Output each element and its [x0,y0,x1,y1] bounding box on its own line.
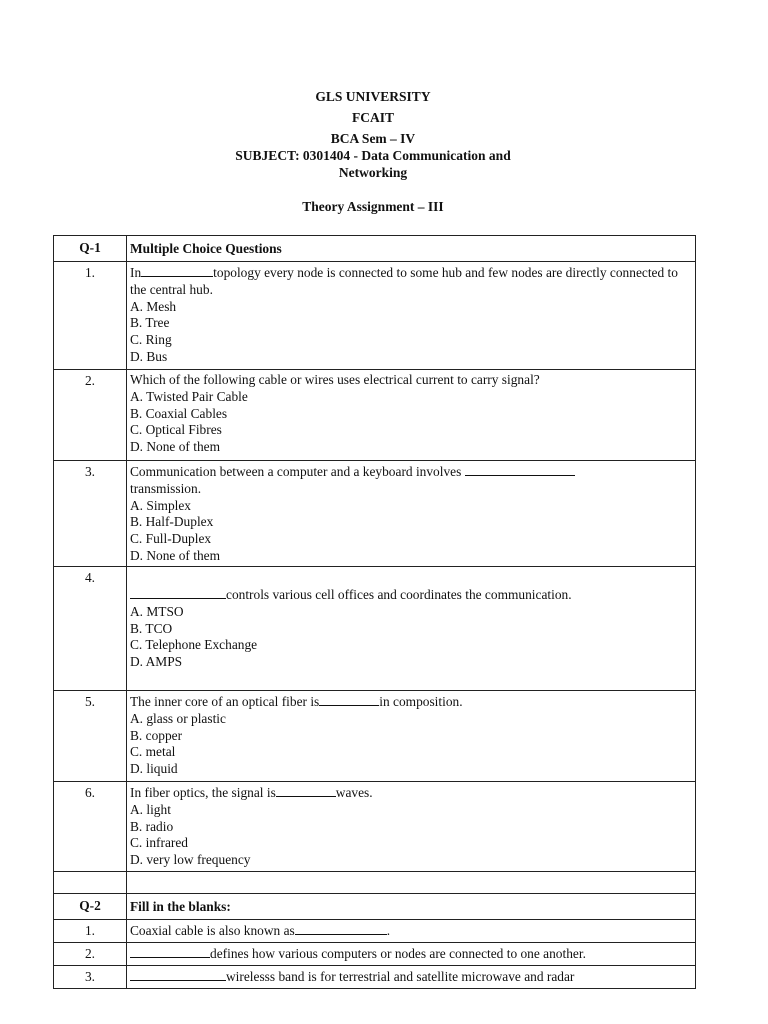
table-row [54,782,696,872]
subject-line-2: Networking [338,165,408,180]
question-text: Communication between a computer and a keyboard involves transmission. [130,464,575,496]
option: A. MTSO [130,603,184,619]
answer-blank [276,784,336,797]
section-header-q1 [54,236,696,262]
table-row [54,943,696,966]
assignment-title: Theory Assignment – III [302,199,444,214]
option: C. Optical Fibres [130,422,222,438]
semester: BCA Sem – IV [330,131,416,146]
university-name: GLS UNIVERSITY [315,89,431,104]
question-cell [127,370,696,461]
question-number: 2. [54,943,127,966]
question-text: In topology every node is connected to some hub and few nodes are directly connected to the central hub. [130,265,678,297]
question-cell [127,262,696,370]
table-row [54,370,696,461]
question-cell [127,461,696,567]
table-row [54,966,696,989]
option: C. infrared [130,835,189,851]
option: D. very low frequency [130,852,251,868]
option: A. Simplex [130,497,192,513]
section-title: Multiple Choice Questions [127,236,696,262]
question-number: 4. [54,567,127,691]
option: C. Full-Duplex [130,531,212,547]
question-text: The inner core of an optical fiber is in composition. [130,694,463,709]
answer-blank [295,922,387,935]
section-label: Q-1 [54,236,127,262]
option: C. Ring [130,332,172,348]
option: D. None of them [130,547,220,563]
table-row [54,920,696,943]
subject-line-1: SUBJECT: 0301404 - Data Communication and [235,148,511,163]
option: A. light [130,801,171,817]
option: B. Coaxial Cables [130,405,228,421]
option: B. TCO [130,620,173,636]
option: A. Twisted Pair Cable [130,388,248,404]
answer-blank [319,693,379,706]
answer-blank [130,968,226,981]
option: D. None of them [130,439,220,455]
option: A. glass or plastic [130,710,226,726]
option: B. radio [130,818,174,834]
question-number: 3. [54,461,127,567]
question-cell [127,691,696,782]
option: B. Half-Duplex [130,514,214,530]
answer-blank [465,463,575,476]
table-row [54,567,696,691]
table-row [54,691,696,782]
question-text: controls various cell offices and coordinates the communication. [130,586,692,604]
option: D. AMPS [130,654,183,670]
table-row [54,262,696,370]
option: C. Telephone Exchange [130,637,258,653]
question-number: 1. [54,262,127,370]
answer-blank [130,586,226,599]
questions-table [53,235,696,989]
answer-blank [130,945,210,958]
question-cell: wirelesss band is for terrestrial and satellite microwave and radar [127,966,696,989]
section-header-q2 [54,894,696,920]
question-cell [127,782,696,872]
option: D. liquid [130,761,178,777]
question-number: 5. [54,691,127,782]
option: B. Tree [130,315,170,331]
question-cell [127,567,696,691]
option: D. Bus [130,348,168,364]
option: B. copper [130,727,183,743]
section-label: Q-2 [54,894,127,920]
empty-row [54,872,696,894]
option: A. Mesh [130,298,177,314]
option: C. metal [130,744,176,760]
answer-blank [141,264,213,277]
question-text: In fiber optics, the signal is waves. [130,785,373,800]
question-number: 6. [54,782,127,872]
institute-name: FCAIT [351,110,394,125]
question-cell: Coaxial cable is also known as . [127,920,696,943]
question-number: 1. [54,920,127,943]
table-row [54,461,696,567]
question-number: 3. [54,966,127,989]
section-title: Fill in the blanks: [127,894,696,920]
question-number: 2. [54,370,127,461]
question-cell: defines how various computers or nodes are connected to one another. [127,943,696,966]
question-text: Which of the following cable or wires uses electrical current to carry signal? [130,372,540,387]
document-header [0,88,746,215]
